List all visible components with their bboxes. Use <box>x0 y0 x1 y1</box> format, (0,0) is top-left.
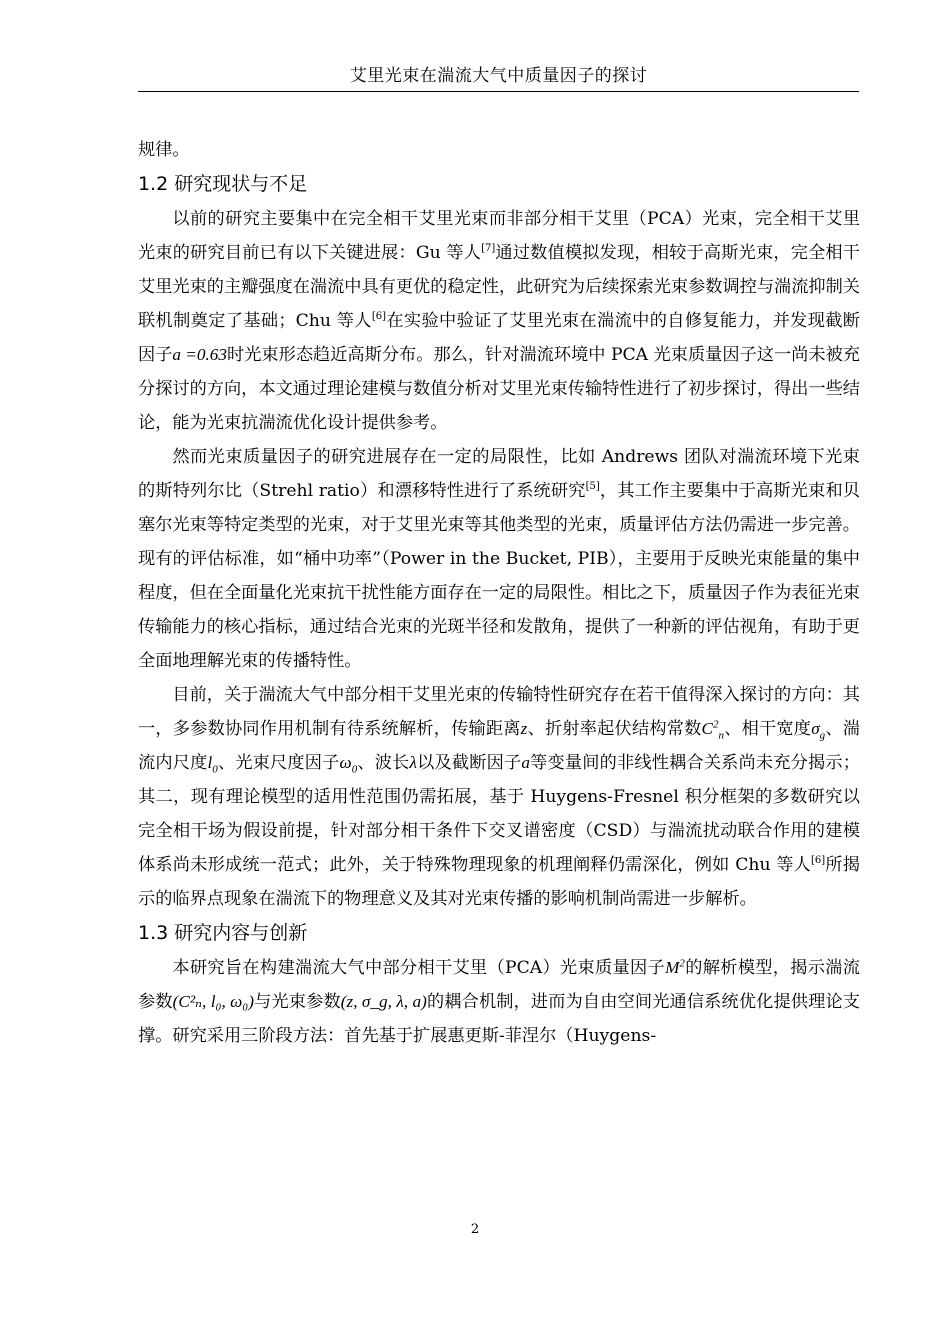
text: 等变量间的非线性耦合关系尚未充分揭示；其二，现有理论模型的适用性范围仍需拓展，基于 Huygens-Fresnel 积分框架的多数研究以完全相干场为假设前提，针对部分相干条件下交叉谱密度（CSD）与湍流扰动联合作用的建模体系尚未形成统一范式；此外，关于特殊物理现象的机理阐释仍需深化，例如 Chu 等人 <box>138 753 860 875</box>
text: ，其工作主要集中于高斯光束和贝塞尔光束等特定类型的光束，对于艾里光束等其他类型的光束，质量评估方法仍需进一步完善。现有的评估标准，如“桶中功率”（Power in the Bucket, PIB），主要用于反映光束能量的集中程度，但在全面量化光束抗干扰性能方面存在一定的局限性。相比之下，质量因子作为表征光束传输能力的核心指标，通过结合光束的光斑半径和发散角，提供了一种新的评估视角，有助于更全面地理解光束的传播特性。 <box>138 481 860 671</box>
text: 、波长 <box>357 753 410 773</box>
text: 以及截断因子 <box>416 753 522 773</box>
paragraph-research-status <box>138 202 860 440</box>
text: 目前，关于湍流大气中部分相干艾里光束的传输特性研究存在若干值得深入探讨的方向：其一，多参数协同作用机制有待系统解析，传输距离 <box>138 685 860 739</box>
running-header: 艾里光束在湍流大气中质量因子的探讨 <box>349 66 648 86</box>
citation-6[interactable]: [6] <box>811 855 826 866</box>
text: 、折射率起伏结构常数 <box>527 719 702 739</box>
math-truncation-factor: a =0.63 <box>172 345 227 364</box>
text: 与光束参数 <box>254 992 341 1012</box>
math-lambda: λ <box>409 753 417 772</box>
citation-7[interactable]: [7] <box>481 243 496 254</box>
text: 在实验中验证了艾里光束在湍流中的自修复能力，并发现截断因子 <box>138 311 860 365</box>
math-z: z <box>520 719 528 738</box>
page-number: 2 <box>470 1222 480 1237</box>
section-heading-1-3: 1.3 研究内容与创新 <box>138 922 308 944</box>
math-m2: $M^2$ <box>665 957 685 977</box>
math-cn2: $C^2_n$ <box>701 718 724 742</box>
text: 时光束形态趋近高斯分布。那么，针对湍流环境中 PCA 光束质量因子这一尚未被充分探讨的方向，本文通过理论建模与数值分析对艾里光束传输特性进行了初步探讨，得出一些结论，能为光束抗湍流优化设计提供参考。 <box>138 345 860 433</box>
text: 通过数值模拟发现，相较于高斯光束，完全相干艾里光束的主瓣强度在湍流中具有更优的稳定性，此研究为后续探索光束参数调控与湍流抑制关联机制奠定了基础；Chu 等人 <box>138 243 860 331</box>
math-beam-params: (z, σ_g, λ, a) <box>340 992 427 1011</box>
math-turbulence-params: (C²ₙ, l₀, ω₀) <box>172 992 255 1011</box>
citation-5[interactable]: [5] <box>585 481 600 492</box>
header-rule <box>138 91 859 92</box>
text: 、光束尺度因子 <box>217 753 340 773</box>
math-sigma-g: $\sigma_g$ <box>811 719 826 742</box>
text: 、相干宽度 <box>724 719 812 739</box>
text: 以前的研究主要集中在完全相干艾里光束而非部分相干艾里（PCA）光束，完全相干艾里光束的研究目前已有以下关键进展：Gu 等人 <box>138 209 860 263</box>
text: 、湍流内尺度 <box>138 719 860 773</box>
section-heading-1-2: 1.2 研究现状与不足 <box>138 173 308 195</box>
citation-6[interactable]: [6] <box>371 311 387 322</box>
math-omega0: $\omega_0$ <box>339 753 358 776</box>
paragraph-research-content <box>138 951 860 1053</box>
page-body <box>138 133 860 1053</box>
text: 的解析模型，揭示湍流参数 <box>138 958 860 1012</box>
text: 的耦合机制，进而为自由空间光通信系统优化提供理论支撑。研究采用三阶段方法：首先基于扩展惠更斯-菲涅尔（Huygens- <box>138 992 860 1046</box>
math-a: a <box>521 753 530 772</box>
paragraph-continuation: 规律。 <box>138 140 190 160</box>
math-l0: $l_0$ <box>207 753 218 776</box>
paragraph-open-questions <box>138 678 860 916</box>
paragraph-limitations <box>138 440 860 678</box>
text: 本研究旨在构建湍流大气中部分相干艾里（PCA）光束质量因子 <box>172 958 666 978</box>
text: 所揭示的临界点现象在湍流下的物理意义及其对光束传播的影响机制尚需进一步解析。 <box>138 855 860 909</box>
text: 然而光束质量因子的研究进展存在一定的局限性，比如 Andrews 团队对湍流环境下光束的斯特列尔比（Strehl ratio）和漂移特性进行了系统研究 <box>138 447 860 501</box>
